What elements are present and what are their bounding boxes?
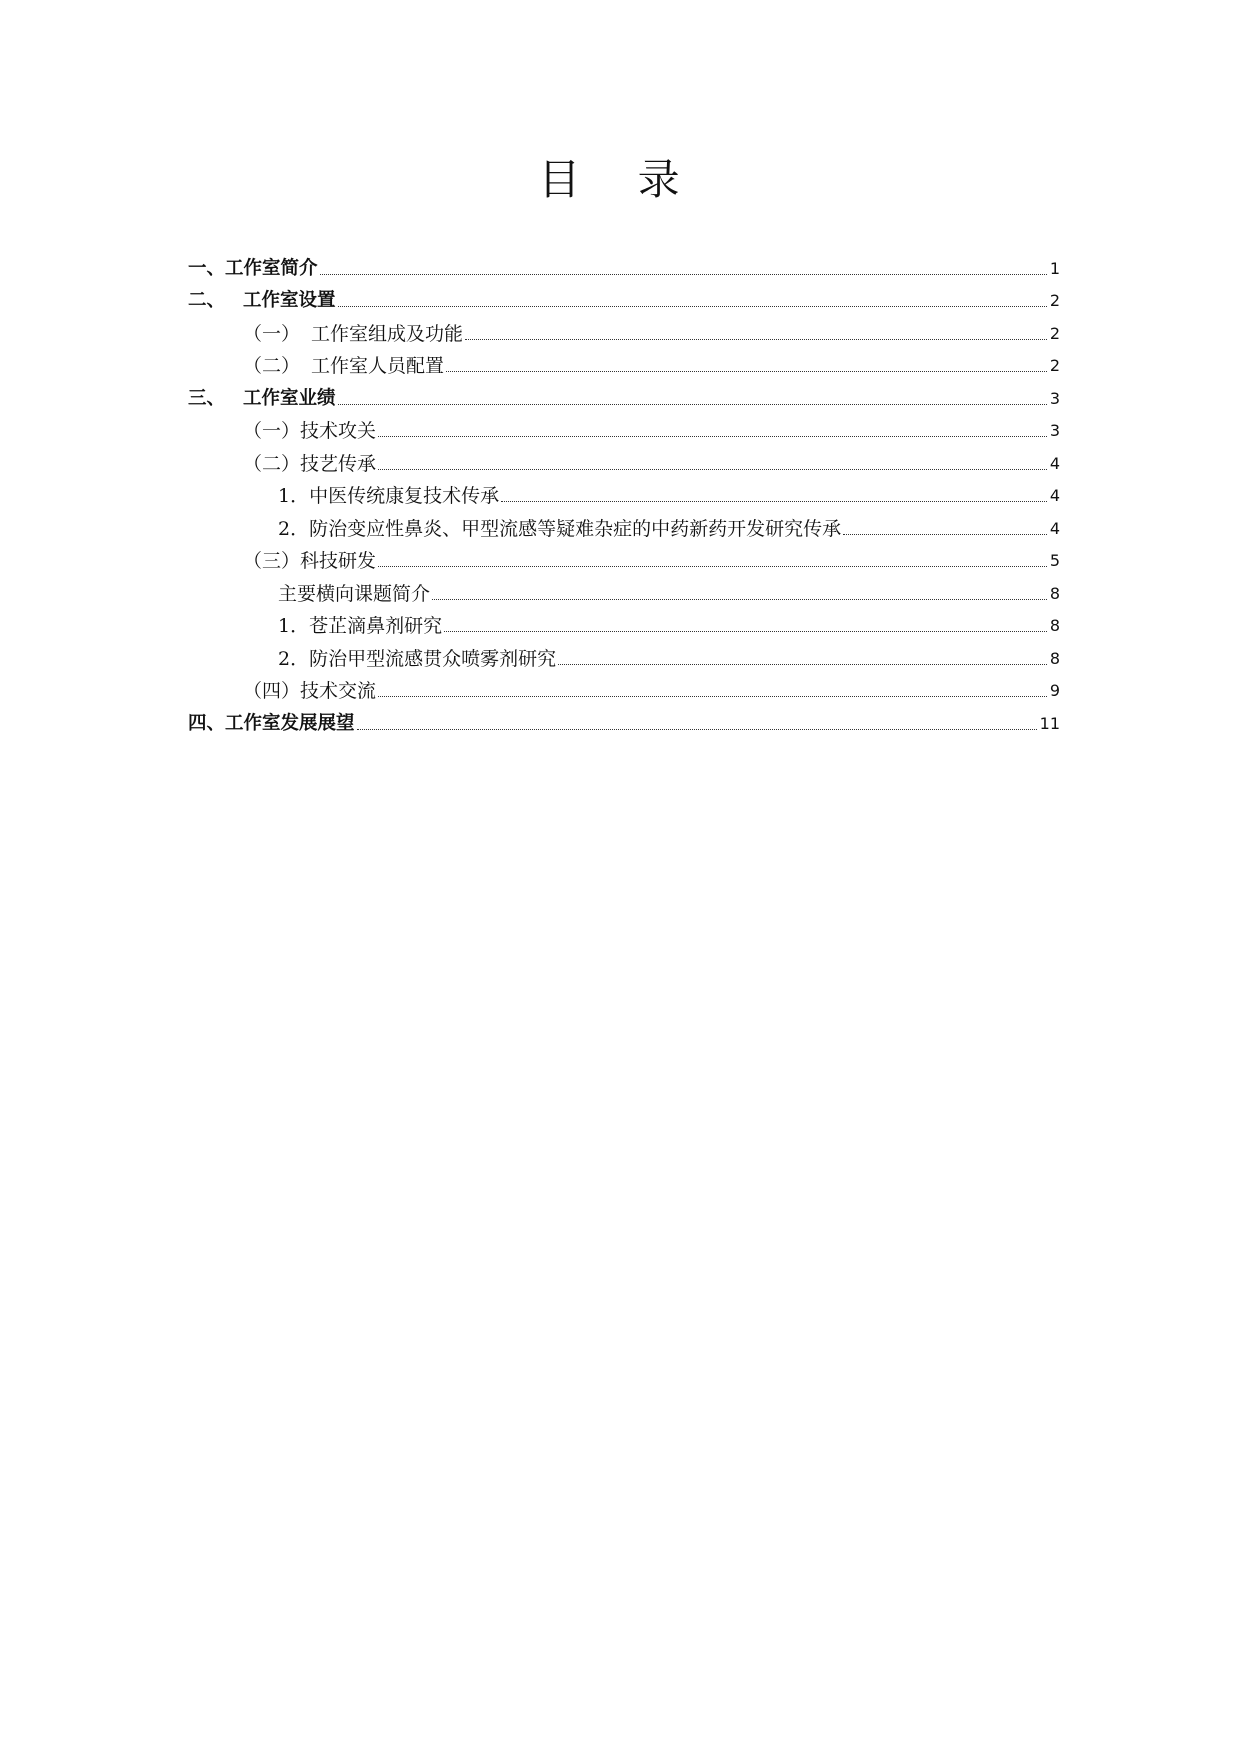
toc-entry[interactable] bbox=[188, 445, 1060, 478]
toc-page-number: 4 bbox=[1049, 486, 1060, 505]
toc-dot-leader bbox=[843, 533, 1047, 535]
toc-entry-number: 2． bbox=[278, 647, 310, 670]
toc-entry-text: 中医传统康复技术传承 bbox=[309, 485, 500, 507]
toc-page-number: 9 bbox=[1049, 681, 1060, 700]
toc-entry[interactable] bbox=[188, 673, 1060, 706]
toc-dot-leader bbox=[357, 728, 1037, 730]
toc-dot-leader bbox=[378, 435, 1047, 437]
toc-dot-leader bbox=[446, 370, 1047, 372]
toc-entry-text: 工作室简介 bbox=[225, 257, 318, 279]
toc-entry-label bbox=[243, 420, 376, 442]
table-of-contents bbox=[188, 250, 1060, 738]
toc-page-number: 4 bbox=[1049, 453, 1060, 473]
toc-entry-label bbox=[278, 518, 841, 540]
toc-entry-text: 防治甲型流感贯众喷雾剂研究 bbox=[309, 647, 557, 670]
toc-dot-leader bbox=[378, 468, 1047, 470]
toc-entry[interactable] bbox=[188, 348, 1060, 381]
toc-entry-number: 四、 bbox=[188, 712, 226, 734]
toc-entry-text: 技艺传承 bbox=[300, 452, 377, 475]
toc-page-number: 5 bbox=[1049, 551, 1060, 570]
toc-entry-text: 防治变应性鼻炎、甲型流感等疑难杂症的中药新药开发研究传承 bbox=[309, 517, 842, 540]
toc-entry-label bbox=[188, 290, 336, 312]
toc-page-number: 8 bbox=[1049, 648, 1060, 668]
toc-entry[interactable] bbox=[188, 705, 1060, 738]
toc-entry-label bbox=[188, 388, 336, 410]
toc-entry[interactable] bbox=[188, 250, 1060, 283]
toc-entry-label bbox=[278, 583, 430, 605]
toc-entry-label bbox=[188, 713, 355, 735]
toc-entry-text: 工作室组成及功能 bbox=[311, 322, 464, 345]
toc-page-number: 3 bbox=[1049, 388, 1060, 408]
toc-entry[interactable] bbox=[188, 315, 1060, 348]
toc-entry[interactable] bbox=[188, 283, 1060, 316]
toc-entry-number: 1． bbox=[278, 615, 310, 637]
toc-entry-label bbox=[243, 680, 376, 702]
toc-entry[interactable] bbox=[188, 413, 1060, 446]
toc-entry[interactable] bbox=[188, 575, 1060, 608]
toc-title: 目 录 bbox=[538, 155, 702, 204]
toc-entry-text: 苍芷滴鼻剂研究 bbox=[309, 615, 443, 637]
toc-entry-number: （一） bbox=[243, 322, 301, 345]
toc-entry-text: 工作室发展展望 bbox=[225, 712, 355, 734]
toc-entry-label bbox=[278, 615, 442, 637]
toc-dot-leader bbox=[338, 403, 1047, 405]
toc-entry[interactable] bbox=[188, 640, 1060, 673]
toc-page-number: 4 bbox=[1049, 518, 1060, 538]
toc-entry[interactable] bbox=[188, 380, 1060, 413]
toc-page-number: 3 bbox=[1049, 421, 1060, 440]
toc-entry-label bbox=[243, 550, 376, 572]
toc-entry-number: 1． bbox=[278, 485, 310, 507]
toc-dot-leader bbox=[320, 273, 1047, 275]
toc-entry-text: 科技研发 bbox=[300, 550, 377, 572]
toc-page-number: 2 bbox=[1049, 323, 1060, 343]
toc-entry-number: 2． bbox=[278, 517, 310, 540]
toc-entry-label bbox=[278, 648, 556, 670]
toc-entry-number: 一、 bbox=[188, 257, 226, 279]
toc-entry-number: （一） bbox=[243, 420, 301, 442]
toc-dot-leader bbox=[465, 338, 1047, 340]
toc-entry-label bbox=[243, 453, 376, 475]
toc-page-number: 8 bbox=[1049, 583, 1060, 603]
toc-entry-number: （三） bbox=[243, 550, 301, 572]
toc-entry-label bbox=[188, 258, 318, 280]
toc-entry-label bbox=[278, 485, 499, 507]
toc-entry-number: 二、 bbox=[188, 290, 226, 311]
toc-page-number: 2 bbox=[1049, 356, 1060, 375]
toc-page-number: 8 bbox=[1049, 616, 1060, 635]
toc-entry-number: 三、 bbox=[188, 387, 226, 409]
toc-entry-text: 工作室业绩 bbox=[243, 387, 336, 409]
toc-page-number: 2 bbox=[1049, 291, 1060, 310]
toc-entry-number: （二） bbox=[243, 355, 301, 377]
toc-entry-label bbox=[243, 323, 463, 345]
toc-entry-number: （四） bbox=[243, 680, 301, 702]
toc-entry-text: 技术交流 bbox=[300, 680, 377, 702]
toc-dot-leader bbox=[432, 598, 1047, 600]
toc-entry-text: 主要横向课题简介 bbox=[278, 582, 431, 605]
toc-entry[interactable] bbox=[188, 543, 1060, 576]
toc-entry-text: 技术攻关 bbox=[300, 420, 377, 442]
toc-dot-leader bbox=[501, 500, 1047, 502]
toc-entry-text: 工作室设置 bbox=[243, 290, 336, 311]
toc-dot-leader bbox=[378, 695, 1047, 697]
toc-dot-leader bbox=[558, 663, 1047, 665]
toc-entry-text: 工作室人员配置 bbox=[311, 355, 445, 377]
toc-entry[interactable] bbox=[188, 478, 1060, 511]
toc-entry-number: （二） bbox=[243, 452, 301, 475]
toc-entry[interactable] bbox=[188, 608, 1060, 641]
toc-dot-leader bbox=[338, 305, 1047, 307]
toc-entry-label bbox=[243, 355, 444, 377]
toc-page-number: 1 bbox=[1049, 258, 1060, 278]
toc-entry[interactable] bbox=[188, 510, 1060, 543]
toc-page-number: 11 bbox=[1039, 713, 1060, 733]
toc-dot-leader bbox=[378, 565, 1047, 567]
toc-dot-leader bbox=[444, 630, 1047, 632]
